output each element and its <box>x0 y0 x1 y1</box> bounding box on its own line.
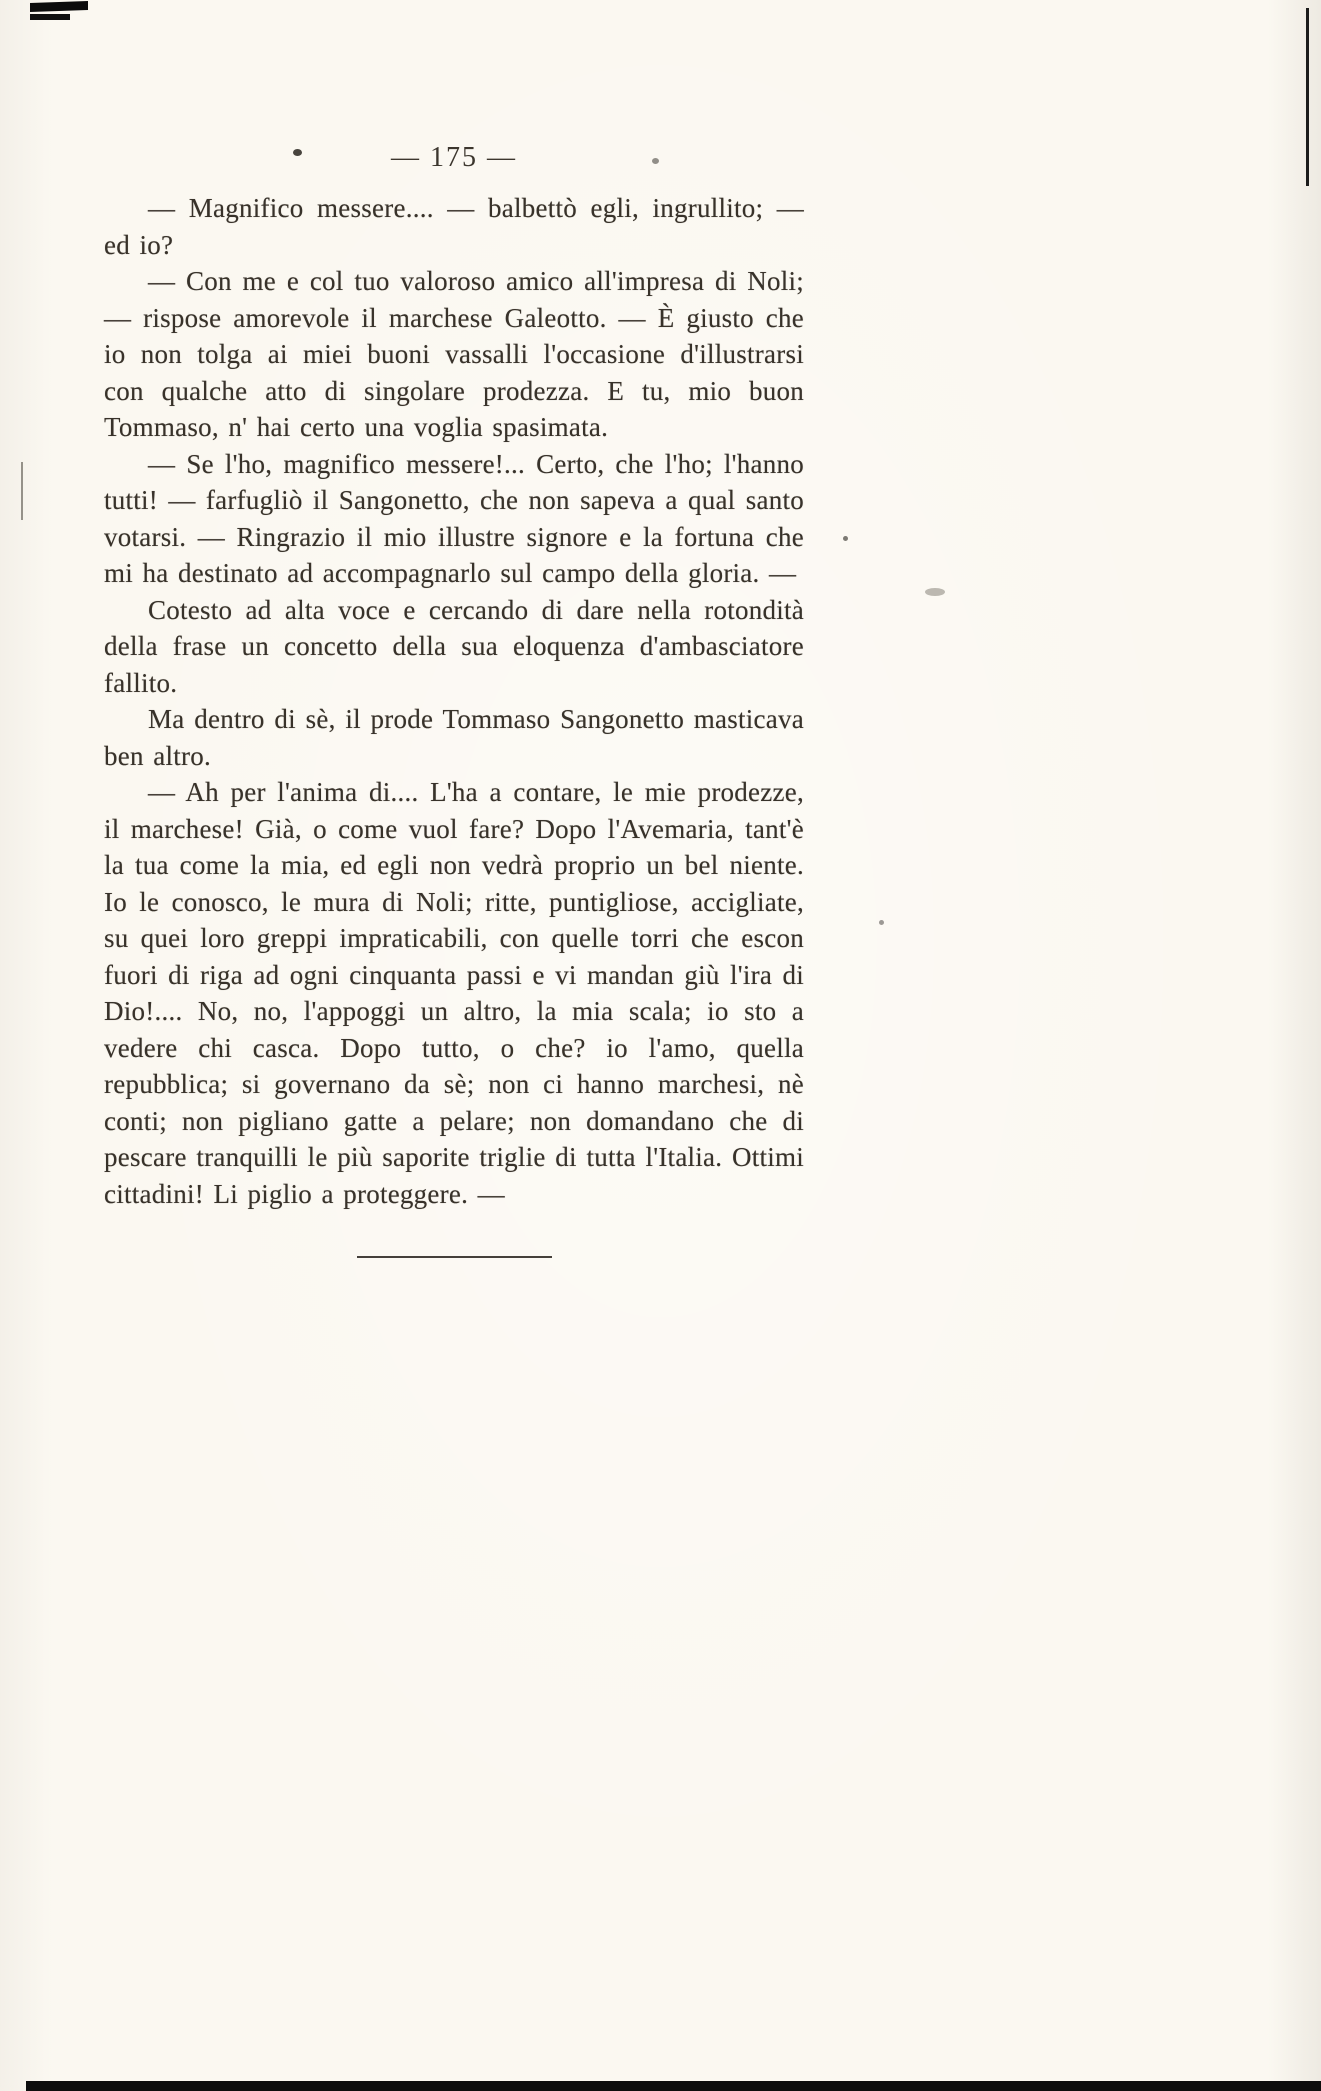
scan-artifact-speck <box>879 920 884 925</box>
scan-artifact-ink-bar <box>30 14 70 20</box>
text-column <box>104 142 804 1258</box>
scan-artifact-bottom-bar <box>26 2081 1321 2091</box>
paragraph-dialogue: — Magnifico messere.... — balbettò egli, ingrullito; — ed io? <box>104 193 804 260</box>
paragraph-narration: Cotesto ad alta voce e cercando di dare nella rotondità della frase un concetto della sua eloquenza d'ambasciatore fallito. <box>104 594 804 698</box>
paragraph-dialogue: — Ah per l'anima di.... L'ha a contare, le mie prodezze, il marchese! Già, o come vuol fare? Dopo l'Avemaria, tant'è la tua come la mia, ed egli non vedrà proprio un bel niente. Io le conosco, le mura di Noli; ritte, puntigliose, accigliate, su quei loro greppi impraticabili, con quelle torri che escon fuori di riga ad ogni cinquanta passi e vi mandan giù l'ira di Dio!.... No, no, l'appoggi un altro, la mia scala; io sto a vedere chi casca. Dopo tutto, o che? io l'amo, quella repubblica; si governano da sè; non ci hanno marchesi, nè conti; non pigliano gatte a pelare; non domandano che di pescare tranquilli le più saporite triglie di tutta l'Italia. Ottimi cittadini! Li piglio a proteggere. — <box>104 777 804 1209</box>
page-number: — 175 — <box>391 142 517 173</box>
paragraph-narration: Ma dentro di sè, il prode Tommaso Sangonetto masticava ben altro. <box>104 704 804 771</box>
page-text <box>104 190 804 1212</box>
paragraph-dialogue: — Con me e col tuo valoroso amico all'impresa di Noli; — rispose amorevole il marchese Galeotto. — È giusto che io non tolga ai miei buoni vassalli l'occasione d'illustrarsi con qualche atto di singolare prodezza. E tu, mio buon Tommaso, n' hai certo una voglia spasimata. <box>104 266 804 442</box>
scan-artifact-smudge <box>925 588 945 596</box>
scan-artifact-speck <box>843 536 848 541</box>
section-divider-rule <box>357 1256 552 1258</box>
paragraph-dialogue: — Se l'ho, magnifico messere!... Certo, che l'ho; l'hanno tutti! — farfugliò il Sangonetto, che non sapeva a qual santo votarsi. — Ringrazio il mio illustre signore e la fortuna che mi ha destinato ad accompagnarlo sul campo della gloria. — <box>104 448 804 588</box>
scan-artifact-edge-line <box>1306 8 1309 186</box>
scan-artifact-ink-bar <box>30 1 88 12</box>
scan-artifact-edge-line <box>21 462 23 520</box>
